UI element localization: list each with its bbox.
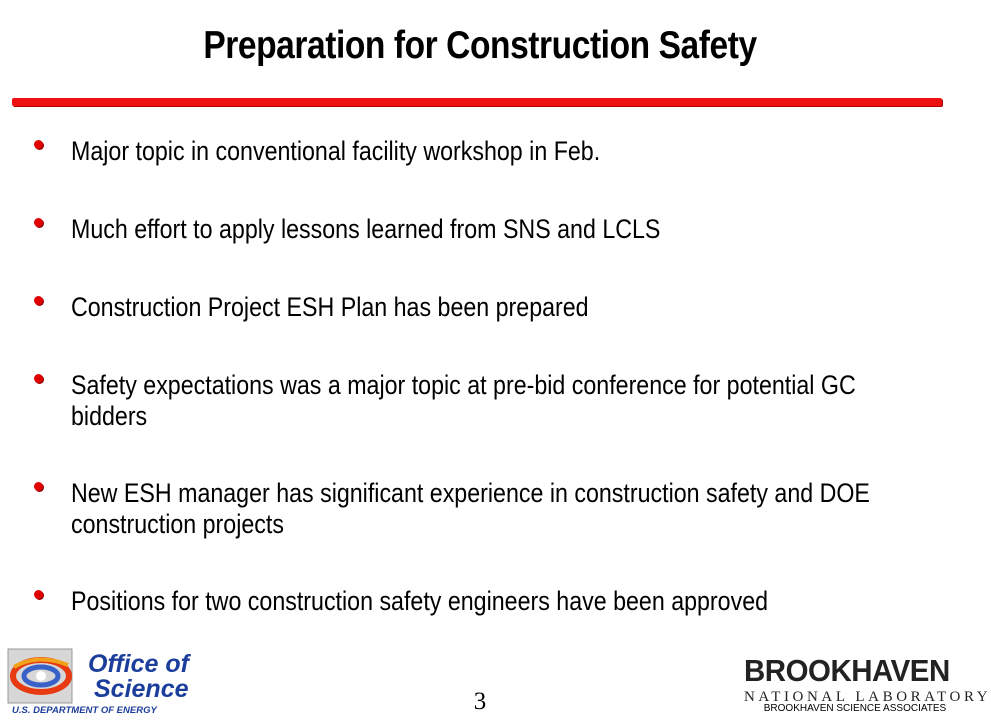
brookhaven-logo bbox=[744, 653, 991, 706]
brookhaven-science-associates: BROOKHAVEN SCIENCE ASSOCIATES bbox=[763, 703, 947, 714]
bullet-text: Major topic in conventional facility workshop in Feb. bbox=[71, 136, 601, 166]
bullet-text: Safety expectations was a major topic at pre-bid conference for potential GC bidders bbox=[71, 370, 856, 431]
bullet-text: Much effort to apply lessons learned from SNS and LCLS bbox=[71, 214, 661, 244]
brookhaven-name: BROOKHAVEN bbox=[744, 653, 950, 688]
bullet-dot-icon bbox=[34, 296, 43, 305]
bullet-dot-icon bbox=[34, 590, 43, 599]
logo-subline: U.S. DEPARTMENT OF ENERGY bbox=[12, 705, 157, 716]
bullet-text: Positions for two construction safety engineers have been approved bbox=[71, 586, 769, 616]
bullet-text: New ESH manager has significant experience in construction safety and DOE construction projects bbox=[71, 478, 870, 539]
doe-logo-icon bbox=[8, 645, 222, 715]
page-number: 3 bbox=[473, 688, 487, 715]
slide-title: Preparation for Construction Safety bbox=[203, 24, 757, 67]
bullet-dot-icon bbox=[34, 482, 43, 491]
logo-line1: Office of bbox=[88, 650, 189, 678]
bullet-text: Construction Project ESH Plan has been prepared bbox=[71, 292, 589, 322]
title-divider bbox=[12, 98, 942, 106]
bullet-dot-icon bbox=[34, 218, 43, 227]
bullet-dot-icon bbox=[34, 140, 43, 149]
doe-office-of-science-logo bbox=[8, 645, 222, 715]
logo-line2: Science bbox=[94, 675, 189, 703]
bullet-dot-icon bbox=[34, 374, 43, 383]
brookhaven-subline: NATIONAL LABORATORY bbox=[744, 689, 991, 705]
